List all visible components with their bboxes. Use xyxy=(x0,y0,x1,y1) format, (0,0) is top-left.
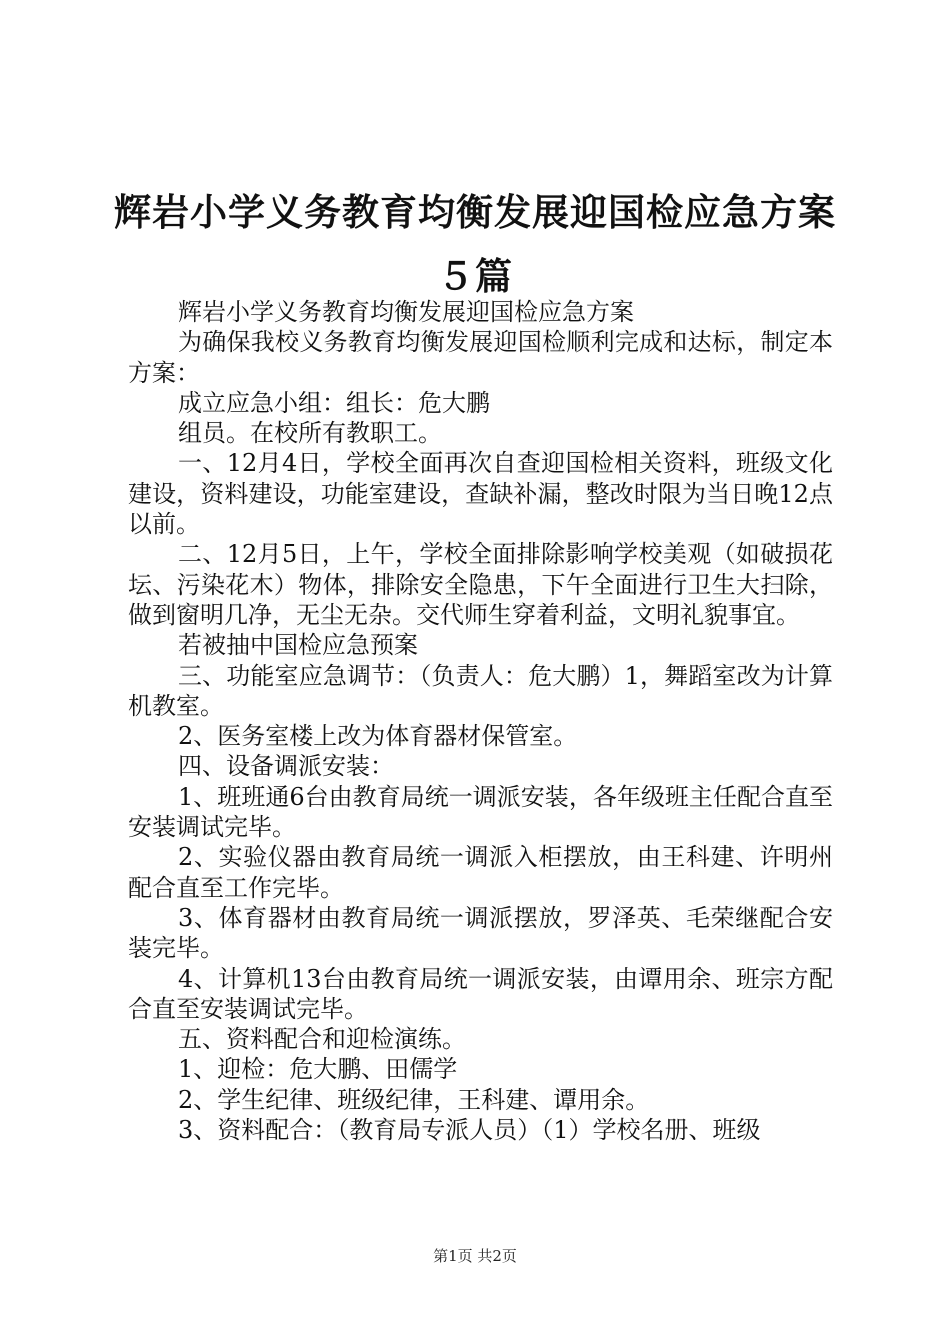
paragraph: 辉岩小学义务教育均衡发展迎国检应急方案 xyxy=(178,298,634,326)
page-footer: 第1页 共2页 xyxy=(433,1247,517,1265)
paragraph: 3、体育器材由教育局统一调派摆放，罗泽英、毛荣继配合安装完毕。 xyxy=(128,903,833,963)
paragraph: 成立应急小组：组长：危大鹏 xyxy=(178,388,490,417)
paragraph: 为确保我校义务教育均衡发展迎国检顺利完成和达标，制定本方案： xyxy=(128,328,833,387)
paragraph: 2、医务室楼上改为体育器材保管室。 xyxy=(178,722,578,751)
paragraph: 四、设备调派安装： xyxy=(178,752,394,781)
paragraph: 组员。在校所有教职工。 xyxy=(178,419,442,448)
document-body xyxy=(128,297,833,1145)
document-title: 辉岩小学义务教育均衡发展迎国检应急方案５篇 xyxy=(114,190,836,298)
paragraph: 3、资料配合：（教育局专派人员）（1）学校名册、班级 xyxy=(178,1116,761,1145)
paragraph: 三、功能室应急调节：（负责人：危大鹏）1，舞蹈室改为计算机教室。 xyxy=(128,661,833,720)
paragraph: 1、迎检：危大鹏、田儒学 xyxy=(178,1055,458,1084)
paragraph: 二、12月5日，上午，学校全面排除影响学校美观（如破损花坛、污染花木）物体，排除安全隐患，下午全面进行卫生大扫除，做到窗明几净，无尘无杂。交代师生穿着利益，文明礼貌事宜。 xyxy=(128,540,833,629)
paragraph: 一、12月4日，学校全面再次自查迎国检相关资料，班级文化建设，资料建设，功能室建设，查缺补漏，整改时限为当日晚12点以前。 xyxy=(128,449,833,539)
paragraph: 2、实验仪器由教育局统一调派入柜摆放，由王科建、许明州配合直至工作完毕。 xyxy=(128,843,833,902)
paragraph: 1、班班通6台由教育局统一调派安装，各年级班主任配合直至安装调试完毕。 xyxy=(128,782,833,842)
paragraph: 2、学生纪律、班级纪律，王科建、谭用余。 xyxy=(178,1085,650,1114)
paragraph: 五、资料配合和迎检演练。 xyxy=(178,1025,466,1054)
paragraph: 若被抽中国检应急预案 xyxy=(178,631,418,660)
paragraph: 4、计算机13台由教育局统一调派安装，由谭用余、班宗方配合直至安装调试完毕。 xyxy=(128,964,833,1023)
